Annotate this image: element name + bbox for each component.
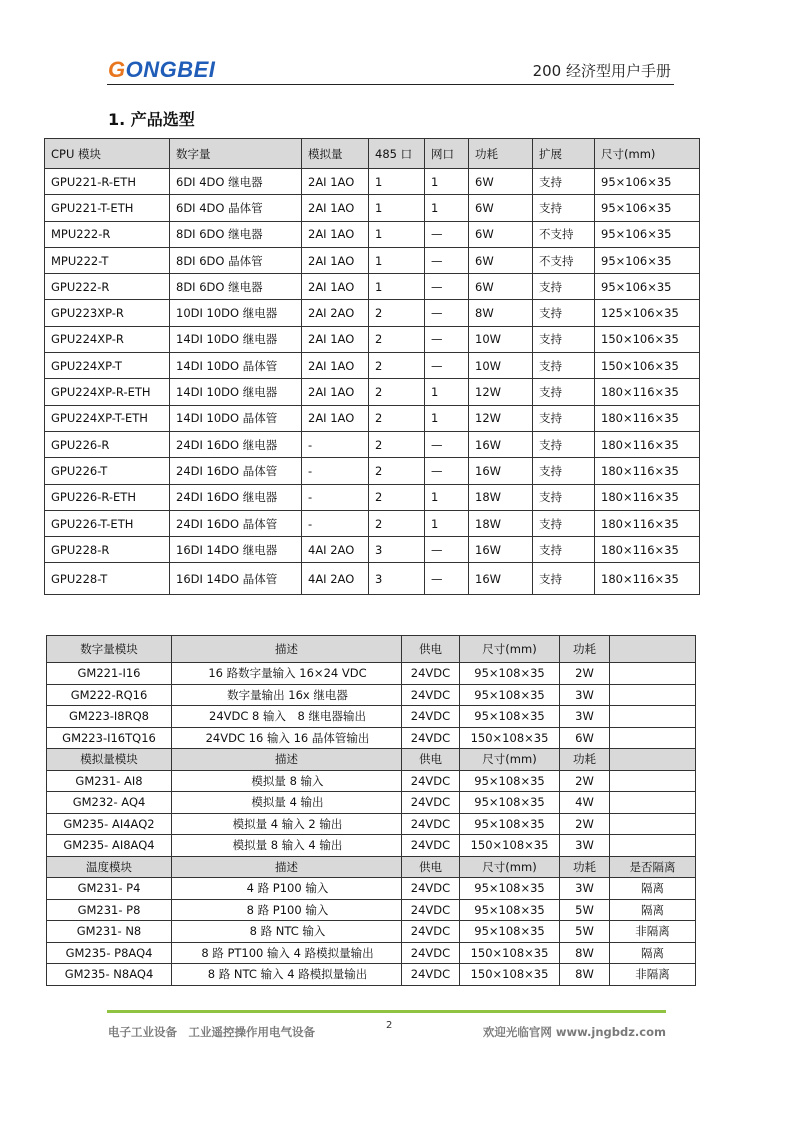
column-header: 数字量模块: [47, 636, 172, 663]
table-cell: 16W: [469, 537, 533, 563]
table-cell: [610, 835, 696, 857]
table-cell: 2AI 1AO: [302, 169, 369, 195]
table-cell: [610, 813, 696, 835]
table-cell: 5W: [560, 921, 610, 943]
table-cell: GM231- AI8: [47, 770, 172, 792]
table-cell: —: [425, 326, 469, 352]
table-cell: 24DI 16DO 继电器: [170, 431, 302, 457]
table-row: [47, 921, 696, 943]
table-cell: 模拟量 8 输入: [172, 770, 402, 792]
table-cell: 24VDC: [402, 921, 460, 943]
column-header: 供电: [402, 749, 460, 771]
column-header: 描述: [172, 636, 402, 663]
table-cell: 24VDC: [402, 727, 460, 749]
column-header: 485 口: [369, 139, 425, 169]
table-cell: GPU226-R-ETH: [45, 484, 170, 510]
table-cell: 150×108×35: [460, 942, 560, 964]
table-cell: 150×108×35: [460, 964, 560, 986]
column-header: 尺寸(mm): [460, 749, 560, 771]
table-cell: 180×116×35: [595, 510, 700, 536]
table-cell: [610, 684, 696, 706]
table-cell: 12W: [469, 379, 533, 405]
table-cell: 2AI 1AO: [302, 274, 369, 300]
table-cell: GPU228-T: [45, 563, 170, 595]
table-cell: 2: [369, 379, 425, 405]
table-cell: 12W: [469, 405, 533, 431]
table-cell: 8DI 6DO 继电器: [170, 274, 302, 300]
table-cell: 支持: [533, 353, 595, 379]
table-cell: GM231- P8: [47, 899, 172, 921]
table-cell: GPU221-R-ETH: [45, 169, 170, 195]
table-cell: 6W: [560, 727, 610, 749]
table-cell: —: [425, 300, 469, 326]
table-cell: 2AI 1AO: [302, 379, 369, 405]
table-cell: 16DI 14DO 晶体管: [170, 563, 302, 595]
table-cell: GPU228-R: [45, 537, 170, 563]
column-header: 尺寸(mm): [595, 139, 700, 169]
gongbei-logo: GONGBEI: [108, 57, 216, 82]
footer-divider: [107, 1010, 666, 1013]
table-cell: 24VDC: [402, 684, 460, 706]
table-cell: 14DI 10DO 继电器: [170, 379, 302, 405]
table-cell: 1: [369, 221, 425, 247]
table-cell: 2: [369, 458, 425, 484]
cpu-module-table: [44, 138, 700, 595]
table-cell: 24VDC 8 输入 8 继电器输出: [172, 706, 402, 728]
column-header: 功耗: [560, 636, 610, 663]
column-header: 描述: [172, 856, 402, 878]
table-cell: 150×106×35: [595, 326, 700, 352]
table-cell: 4 路 P100 输入: [172, 878, 402, 900]
table-cell: -: [302, 510, 369, 536]
column-header: 功耗: [560, 856, 610, 878]
table-cell: 150×106×35: [595, 353, 700, 379]
table-cell: MPU222-R: [45, 221, 170, 247]
table-cell: 2AI 1AO: [302, 353, 369, 379]
table-cell: 14DI 10DO 晶体管: [170, 405, 302, 431]
table-cell: [610, 663, 696, 685]
table-cell: 非隔离: [610, 964, 696, 986]
table-cell: 95×108×35: [460, 663, 560, 685]
table-row: [47, 706, 696, 728]
table-cell: 16DI 14DO 继电器: [170, 537, 302, 563]
table-cell: [610, 770, 696, 792]
table-row: [45, 353, 700, 379]
column-header: 功耗: [469, 139, 533, 169]
table-cell: 支持: [533, 484, 595, 510]
table-row: [47, 899, 696, 921]
table-cell: 8W: [469, 300, 533, 326]
column-header: 温度模块: [47, 856, 172, 878]
table-cell: 4AI 2AO: [302, 537, 369, 563]
table-cell: 95×108×35: [460, 813, 560, 835]
table-cell: 95×106×35: [595, 169, 700, 195]
table-cell: 3: [369, 537, 425, 563]
table-row: [47, 813, 696, 835]
table-cell: 2AI 1AO: [302, 195, 369, 221]
table-cell: GM235- N8AQ4: [47, 964, 172, 986]
table-cell: 2: [369, 484, 425, 510]
table-cell: 24VDC: [402, 878, 460, 900]
table-cell: 4AI 2AO: [302, 563, 369, 595]
table-cell: 18W: [469, 510, 533, 536]
table-cell: 95×108×35: [460, 921, 560, 943]
table-cell: 支持: [533, 379, 595, 405]
table-cell: 14DI 10DO 继电器: [170, 326, 302, 352]
table-cell: 不支持: [533, 247, 595, 273]
table-cell: 支持: [533, 431, 595, 457]
table-cell: —: [425, 247, 469, 273]
table-cell: —: [425, 353, 469, 379]
table-cell: GM231- N8: [47, 921, 172, 943]
table-cell: 隔离: [610, 878, 696, 900]
group-header-row: [47, 856, 696, 878]
table-cell: GPU226-R: [45, 431, 170, 457]
table-cell: 支持: [533, 326, 595, 352]
table-cell: 24VDC: [402, 792, 460, 814]
table-cell: 1: [369, 169, 425, 195]
table-cell: 1: [425, 405, 469, 431]
table-cell: 18W: [469, 484, 533, 510]
table-cell: 2AI 1AO: [302, 221, 369, 247]
table-cell: 2: [369, 405, 425, 431]
table-cell: 1: [425, 379, 469, 405]
table-cell: 16W: [469, 563, 533, 595]
table-cell: 180×116×35: [595, 431, 700, 457]
table-row: [45, 379, 700, 405]
table-cell: [610, 727, 696, 749]
table-cell: 95×108×35: [460, 770, 560, 792]
table-cell: 1: [369, 274, 425, 300]
column-header: 描述: [172, 749, 402, 771]
table-cell: 180×116×35: [595, 537, 700, 563]
table-cell: 24VDC: [402, 770, 460, 792]
table-cell: 3: [369, 563, 425, 595]
table-cell: 2W: [560, 813, 610, 835]
table-cell: 1: [369, 195, 425, 221]
column-header: 扩展: [533, 139, 595, 169]
table-cell: 2AI 2AO: [302, 300, 369, 326]
table-cell: 2AI 1AO: [302, 247, 369, 273]
table-cell: 180×116×35: [595, 484, 700, 510]
table-cell: 1: [425, 510, 469, 536]
table-cell: —: [425, 221, 469, 247]
table-cell: GPU223XP-R: [45, 300, 170, 326]
column-header: 尺寸(mm): [460, 856, 560, 878]
table-cell: 24DI 16DO 晶体管: [170, 510, 302, 536]
table-row: [45, 510, 700, 536]
table-cell: GM222-RQ16: [47, 684, 172, 706]
table-cell: 24VDC: [402, 663, 460, 685]
table-cell: 16W: [469, 431, 533, 457]
table-cell: 2AI 1AO: [302, 326, 369, 352]
header-divider: [107, 84, 674, 85]
table-cell: GM235- AI4AQ2: [47, 813, 172, 835]
table-cell: 支持: [533, 510, 595, 536]
column-header: 供电: [402, 636, 460, 663]
table-row: [45, 169, 700, 195]
table-cell: 24VDC: [402, 899, 460, 921]
group-header-row: [47, 749, 696, 771]
table-cell: 8 路 PT100 输入 4 路模拟量输出: [172, 942, 402, 964]
table-cell: 24VDC: [402, 706, 460, 728]
table-row: [45, 221, 700, 247]
table-cell: 8W: [560, 942, 610, 964]
table-cell: 支持: [533, 195, 595, 221]
table-cell: 10DI 10DO 继电器: [170, 300, 302, 326]
table-cell: 16 路数字量输入 16×24 VDC: [172, 663, 402, 685]
table-row: [45, 484, 700, 510]
footer-website: 欢迎光临官网 www.jngbdz.com: [482, 1025, 666, 1039]
table-cell: 95×106×35: [595, 221, 700, 247]
table-cell: 支持: [533, 169, 595, 195]
table-cell: 2: [369, 510, 425, 536]
column-header: CPU 模块: [45, 139, 170, 169]
table-cell: 支持: [533, 405, 595, 431]
table-cell: 2W: [560, 663, 610, 685]
table-cell: GM223-I8RQ8: [47, 706, 172, 728]
table-cell: 10W: [469, 326, 533, 352]
table-cell: —: [425, 274, 469, 300]
column-header: 数字量: [170, 139, 302, 169]
table-cell: 3W: [560, 835, 610, 857]
table-cell: 24DI 16DO 继电器: [170, 484, 302, 510]
table-cell: 8DI 6DO 继电器: [170, 221, 302, 247]
table-cell: 2AI 1AO: [302, 405, 369, 431]
table-cell: 95×108×35: [460, 706, 560, 728]
table-cell: 4W: [560, 792, 610, 814]
table-cell: 隔离: [610, 942, 696, 964]
table-cell: 2: [369, 353, 425, 379]
table-cell: 3W: [560, 878, 610, 900]
column-header: 是否隔离: [610, 856, 696, 878]
table-cell: 16W: [469, 458, 533, 484]
table-cell: 1: [425, 484, 469, 510]
table-cell: 6DI 4DO 晶体管: [170, 195, 302, 221]
table-cell: 24VDC: [402, 964, 460, 986]
table-row: [45, 405, 700, 431]
table-cell: 95×106×35: [595, 274, 700, 300]
table-cell: 2: [369, 300, 425, 326]
table-cell: —: [425, 563, 469, 595]
table-cell: GM223-I16TQ16: [47, 727, 172, 749]
table-row: [47, 684, 696, 706]
table-cell: 125×106×35: [595, 300, 700, 326]
column-header: 功耗: [560, 749, 610, 771]
table-row: [45, 247, 700, 273]
table-cell: 95×108×35: [460, 878, 560, 900]
table-row: [47, 878, 696, 900]
table-cell: 150×108×35: [460, 835, 560, 857]
table-cell: 95×108×35: [460, 899, 560, 921]
table-cell: 150×108×35: [460, 727, 560, 749]
table-cell: 8W: [560, 964, 610, 986]
table-cell: GPU224XP-R-ETH: [45, 379, 170, 405]
table-cell: 24VDC: [402, 813, 460, 835]
table-cell: 3W: [560, 706, 610, 728]
table-row: [47, 663, 696, 685]
table-cell: 不支持: [533, 221, 595, 247]
table-row: [47, 835, 696, 857]
table-cell: 24VDC: [402, 835, 460, 857]
table-cell: 1: [425, 195, 469, 221]
table-cell: -: [302, 431, 369, 457]
table-cell: GM231- P4: [47, 878, 172, 900]
table-cell: GPU224XP-T-ETH: [45, 405, 170, 431]
table-cell: 模拟量 8 输入 4 输出: [172, 835, 402, 857]
table-row: [47, 942, 696, 964]
table-cell: 数字量输出 16x 继电器: [172, 684, 402, 706]
table-cell: 180×116×35: [595, 405, 700, 431]
document-title: 200 经济型用户手册: [532, 62, 671, 80]
column-header: 模拟量: [302, 139, 369, 169]
table-cell: 95×106×35: [595, 195, 700, 221]
table-cell: —: [425, 537, 469, 563]
table-cell: 1: [369, 247, 425, 273]
table-cell: 6W: [469, 221, 533, 247]
table-cell: 95×108×35: [460, 684, 560, 706]
table-cell: 支持: [533, 563, 595, 595]
expansion-module-table: [46, 635, 696, 986]
table-cell: 6W: [469, 169, 533, 195]
table-cell: 6DI 4DO 继电器: [170, 169, 302, 195]
table-row: [45, 300, 700, 326]
column-header: 供电: [402, 856, 460, 878]
page-number: 2: [386, 1020, 393, 1031]
table-row: [45, 431, 700, 457]
table-cell: GM235- AI8AQ4: [47, 835, 172, 857]
table-cell: 隔离: [610, 899, 696, 921]
table-cell: 支持: [533, 537, 595, 563]
section-heading: 1. 产品选型: [108, 110, 195, 129]
table-cell: 24DI 16DO 晶体管: [170, 458, 302, 484]
table-cell: 支持: [533, 274, 595, 300]
table-cell: 95×106×35: [595, 247, 700, 273]
table-cell: GM232- AQ4: [47, 792, 172, 814]
table-cell: 模拟量 4 输出: [172, 792, 402, 814]
table-cell: 180×116×35: [595, 563, 700, 595]
table-cell: 2: [369, 326, 425, 352]
table-row: [45, 274, 700, 300]
table-cell: 6W: [469, 195, 533, 221]
table-row: [47, 792, 696, 814]
table-cell: 1: [425, 169, 469, 195]
table-cell: GPU221-T-ETH: [45, 195, 170, 221]
column-header: 尺寸(mm): [460, 636, 560, 663]
table-cell: 10W: [469, 353, 533, 379]
table-cell: —: [425, 458, 469, 484]
table-cell: 非隔离: [610, 921, 696, 943]
table-cell: 95×108×35: [460, 792, 560, 814]
table-cell: 支持: [533, 458, 595, 484]
table-cell: 3W: [560, 684, 610, 706]
column-header: 模拟量模块: [47, 749, 172, 771]
table-cell: GM221-I16: [47, 663, 172, 685]
table-cell: -: [302, 458, 369, 484]
table-cell: MPU222-T: [45, 247, 170, 273]
table-cell: 24VDC 16 输入 16 晶体管输出: [172, 727, 402, 749]
table-cell: —: [425, 431, 469, 457]
table-row: [45, 537, 700, 563]
table-row: [47, 964, 696, 986]
table-cell: GPU222-R: [45, 274, 170, 300]
table-cell: 24VDC: [402, 942, 460, 964]
table-cell: 8 路 NTC 输入: [172, 921, 402, 943]
column-header: 网口: [425, 139, 469, 169]
table-row: [45, 458, 700, 484]
table-cell: 5W: [560, 899, 610, 921]
table-cell: [610, 706, 696, 728]
table-cell: GPU224XP-R: [45, 326, 170, 352]
table-cell: 2W: [560, 770, 610, 792]
table-cell: GM235- P8AQ4: [47, 942, 172, 964]
table-cell: GPU226-T: [45, 458, 170, 484]
group-header-row: [47, 636, 696, 663]
table-cell: GPU226-T-ETH: [45, 510, 170, 536]
table-cell: [610, 792, 696, 814]
table-cell: GPU224XP-T: [45, 353, 170, 379]
table-row: [45, 195, 700, 221]
table-row: [45, 326, 700, 352]
table-cell: 8 路 NTC 输入 4 路模拟量输出: [172, 964, 402, 986]
column-header: [610, 749, 696, 771]
table-row: [47, 727, 696, 749]
table-cell: 支持: [533, 300, 595, 326]
table-cell: 180×116×35: [595, 458, 700, 484]
table-cell: 14DI 10DO 晶体管: [170, 353, 302, 379]
table-row: [45, 563, 700, 595]
table-cell: -: [302, 484, 369, 510]
table-cell: 8 路 P100 输入: [172, 899, 402, 921]
table-cell: 8DI 6DO 晶体管: [170, 247, 302, 273]
footer-company-text: 电子工业设备 工业遥控操作用电气设备: [108, 1025, 315, 1039]
table-cell: 180×116×35: [595, 379, 700, 405]
cpu-table-header: [45, 139, 700, 169]
column-header: [610, 636, 696, 663]
table-row: [47, 770, 696, 792]
table-cell: 2: [369, 431, 425, 457]
table-cell: 6W: [469, 274, 533, 300]
table-cell: 模拟量 4 输入 2 输出: [172, 813, 402, 835]
table-cell: 6W: [469, 247, 533, 273]
